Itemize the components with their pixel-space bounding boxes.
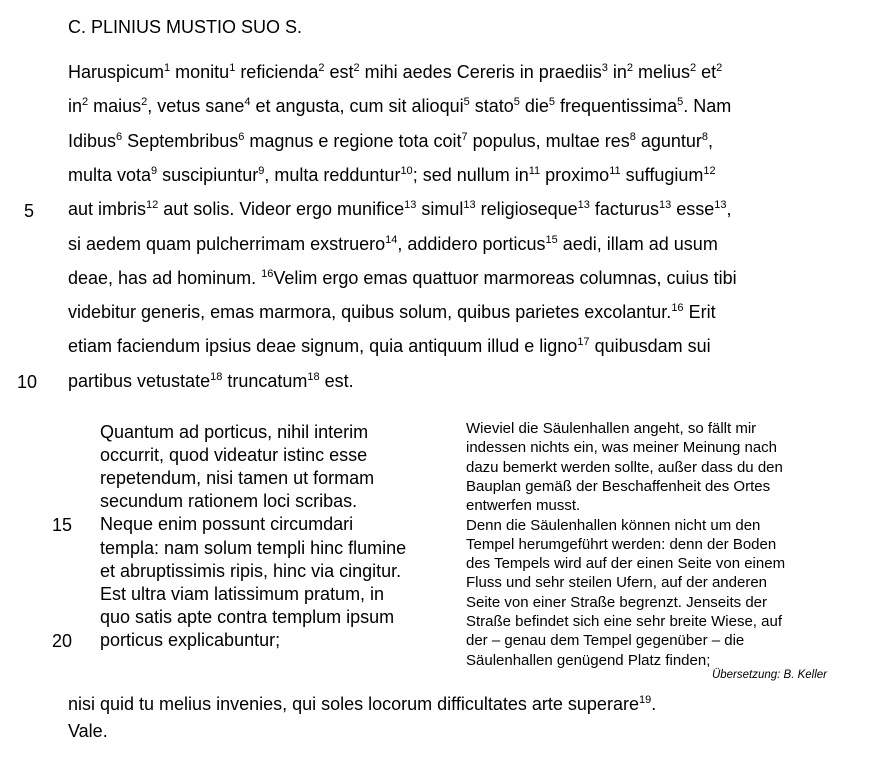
- footnote-marker: 11: [528, 164, 541, 177]
- closing-period: .: [651, 694, 657, 714]
- footnote-marker: 8: [701, 130, 709, 143]
- text-segment: , multa redduntur: [264, 164, 401, 185]
- footnote-marker: 18: [210, 370, 223, 383]
- footnote-marker: 15: [545, 233, 558, 246]
- text-segment: esse: [671, 199, 715, 220]
- footnote-marker: 19: [638, 694, 652, 706]
- main-text-line: [68, 267, 737, 289]
- text-segment: aut solis. Videor ergo munifice: [158, 199, 405, 220]
- footnote-marker: 5: [548, 96, 556, 109]
- footnote-marker: 6: [116, 130, 123, 143]
- line-number: 20: [52, 631, 73, 651]
- closing-line: [68, 693, 656, 715]
- main-text-line: [68, 95, 731, 117]
- german-line: Säulenhallen genügend Platz finden;: [466, 651, 711, 669]
- closing-vale: Vale.: [68, 721, 108, 741]
- latin-line: occurrit, quod videatur istinc esse: [100, 445, 368, 466]
- footnote-marker: 12: [703, 164, 716, 177]
- text-segment: Haruspicum: [68, 62, 165, 82]
- footnote-marker: 2: [318, 62, 325, 74]
- closing-text: nisi quid tu melius invenies, qui soles locorum difficultates arte superare: [68, 694, 639, 714]
- footnote-marker: 13: [463, 199, 476, 212]
- text-segment: maius: [88, 96, 142, 117]
- text-segment: videbitur generis, emas marmora, quibus solum, quibus parietes excolantur.: [68, 302, 672, 323]
- text-segment: populus, multae res: [467, 130, 630, 151]
- text-segment: est: [324, 62, 354, 82]
- main-text-line: [68, 130, 713, 152]
- footnote-marker: 16: [261, 267, 274, 280]
- german-line: des Tempels wird auf der einen Seite von einem: [466, 555, 786, 573]
- footnote-marker: 13: [577, 199, 590, 212]
- line-number: 10: [17, 372, 38, 392]
- main-text-line: [68, 61, 722, 83]
- main-text-line: [68, 335, 711, 357]
- footnote-marker: 11: [609, 164, 621, 177]
- footnote-marker: 2: [716, 62, 723, 74]
- text-segment: aguntur: [635, 130, 702, 151]
- main-text-line: [68, 370, 354, 392]
- main-text-line: [68, 198, 732, 220]
- text-segment: multa vota: [68, 164, 152, 185]
- footnote-marker: 5: [463, 96, 470, 109]
- text-segment: religioseque: [475, 199, 578, 220]
- footnote-marker: 13: [658, 199, 672, 212]
- text-segment: deae, has ad hominum.: [68, 267, 262, 288]
- text-segment: Erit: [683, 302, 716, 323]
- line-number: 15: [52, 515, 73, 535]
- text-segment: reficienda: [235, 62, 319, 82]
- line-number: 5: [24, 201, 35, 221]
- german-line: der – genau dem Tempel gegenüber – die: [466, 632, 745, 650]
- translation-credit: Übersetzung: B. Keller: [711, 669, 827, 681]
- footnote-marker: 10: [400, 164, 413, 177]
- text-segment: Septembribus: [122, 130, 239, 151]
- footnote-marker: 6: [238, 130, 245, 143]
- footnote-marker: 5: [677, 96, 684, 109]
- text-segment: melius: [633, 62, 691, 82]
- footnote-marker: 8: [629, 130, 636, 143]
- latin-line: quo satis apte contra templum ipsum: [100, 606, 395, 627]
- footnote-marker: 2: [82, 96, 89, 109]
- text-segment: ,: [726, 199, 732, 220]
- text-segment: in: [607, 62, 627, 82]
- german-line: indessen nichts ein, was meiner Meinung nach: [466, 439, 778, 457]
- text-segment: si aedem quam pulcherrimam exstruero: [68, 233, 386, 254]
- text-segment: . Nam: [683, 96, 732, 117]
- footnote-marker: 2: [353, 62, 360, 74]
- text-segment: ; sed nullum in: [412, 164, 529, 185]
- german-line: dazu bemerkt werden sollte, außer dass du den: [466, 458, 783, 476]
- latin-line: templa: nam solum templi hinc flumine: [100, 537, 407, 558]
- text-segment: Idibus: [68, 130, 117, 151]
- footnote-marker: 14: [385, 233, 398, 246]
- latin-line: secundum rationem loci scribas.: [100, 491, 358, 512]
- text-segment: etiam faciendum ipsius deae signum, quia antiquum illud e ligno: [68, 336, 578, 357]
- latin-line: Est ultra viam latissimum pratum, in: [100, 583, 385, 604]
- footnote-marker: 5: [513, 96, 520, 109]
- footnote-marker: 16: [671, 302, 684, 315]
- german-line: Seite von einer Straße begrenzt. Jenseits der: [466, 593, 767, 611]
- text-segment: Velim ergo emas quattuor marmoreas columnas, cuius tibi: [273, 267, 737, 288]
- text-segment: proximo: [540, 164, 610, 185]
- footnote-marker: 9: [258, 164, 265, 177]
- german-line: entwerfen musst.: [466, 497, 581, 515]
- latin-line: Neque enim possunt circumdari: [100, 514, 354, 535]
- footnote-marker: 2: [690, 62, 697, 74]
- footnote-marker: 3: [601, 62, 608, 74]
- text-segment: facturus: [589, 199, 659, 220]
- text-segment: frequentissima: [555, 96, 678, 117]
- footnote-marker: 13: [404, 199, 417, 212]
- main-text-line: [68, 233, 718, 255]
- footnote-marker: 1: [229, 62, 236, 74]
- footnote-marker: 9: [151, 164, 158, 177]
- text-segment: est.: [319, 370, 354, 391]
- footnote-marker: 13: [714, 199, 727, 212]
- footnote-marker: 2: [141, 96, 148, 109]
- footnote-marker: 17: [577, 336, 590, 349]
- german-line: Tempel herumgeführt werden: denn der Boden: [466, 535, 777, 553]
- main-text-line: [68, 301, 716, 323]
- german-line: Denn die Säulenhallen können nicht um den: [466, 516, 761, 534]
- text-segment: suscipiuntur: [157, 164, 259, 185]
- latin-line: Quantum ad porticus, nihil interim: [100, 422, 369, 442]
- latin-line: repetendum, nisi tamen ut formam: [100, 468, 375, 489]
- text-segment: monitu: [170, 62, 230, 82]
- footnote-marker: 1: [164, 62, 171, 74]
- text-segment: quibusdam sui: [589, 336, 711, 357]
- text-segment: simul: [416, 199, 464, 220]
- german-line: Fluss und sehr steilen Ufern, auf der anderen: [466, 574, 768, 592]
- german-line: Straße befindet sich eine sehr breite Wiese, auf: [466, 613, 782, 630]
- text-segment: suffugium: [620, 164, 704, 185]
- text-segment: truncatum: [222, 370, 308, 391]
- text-segment: die: [519, 96, 549, 117]
- text-segment: aut imbris: [68, 199, 147, 220]
- text-segment: partibus vetustate: [68, 370, 211, 391]
- german-line: Bauplan gemäß der Beschaffenheit des Ortes: [466, 477, 771, 495]
- text-segment: mihi aedes Cereris in praediis: [359, 62, 602, 82]
- footnote-marker: 2: [626, 62, 634, 74]
- text-segment: in: [68, 96, 83, 117]
- text-segment: et: [696, 62, 717, 82]
- german-line: Wieviel die Säulenhallen angeht, so fällt mir: [466, 420, 757, 437]
- text-segment: ,: [708, 130, 714, 151]
- text-segment: stato: [469, 96, 514, 117]
- text-segment: aedi, illam ad usum: [557, 233, 718, 254]
- latin-line: et abruptissimis ripis, hinc via cingitur.: [100, 560, 402, 581]
- footnote-marker: 18: [307, 370, 320, 383]
- text-segment: , addidero porticus: [397, 233, 546, 254]
- footnote-marker: 7: [461, 130, 468, 143]
- text-segment: magnus e regione tota coit: [244, 130, 462, 151]
- letter-title: C. PLINIUS MUSTIO SUO S.: [68, 17, 303, 37]
- latin-line: porticus explicabuntur;: [100, 629, 281, 650]
- footnote-marker: 4: [244, 96, 251, 109]
- footnote-marker: 12: [146, 199, 159, 212]
- main-text-line: [68, 164, 716, 186]
- text-segment: et angusta, cum sit alioqui: [250, 96, 464, 117]
- text-segment: , vetus sane: [147, 96, 245, 117]
